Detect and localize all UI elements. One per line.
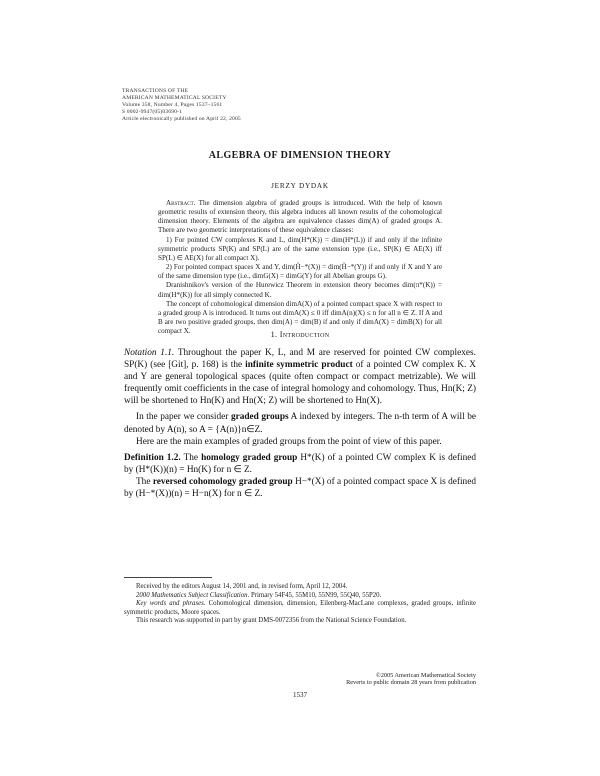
notation-text: Throughout the paper K, L, and M are reserved for pointed CW complexes. SP(K) (see [Git], p. 168) is the — [124, 348, 476, 371]
society-name: AMERICAN MATHEMATICAL SOCIETY — [122, 94, 227, 101]
graded-paragraph — [124, 411, 476, 435]
definition-text: H−*(X) of a pointed compact space X is defined by (H−*(X))(n) = H−n(X) for n ∈ Z. — [124, 476, 476, 500]
abstract-paragraph: Dranishnikov's version of the Hurewicz Theorem in extension theory becomes dim(π*(K)) = dim(H*(K)) for all simply connected K. — [158, 281, 442, 299]
abstract — [158, 199, 442, 336]
publication-date: Article electronically published on April 22, 2005 — [122, 115, 241, 122]
received-note: Received by the editors August 14, 2001 and, in revised form, April 12, 2004. — [136, 583, 348, 590]
section-title: Introduction — [279, 330, 330, 339]
section-heading — [0, 330, 600, 339]
definition-paragraph — [124, 476, 476, 500]
support-note: This research was supported in part by grant DMS-0072356 from the National Science Foundation. — [136, 617, 407, 625]
journal-header — [122, 88, 422, 123]
msc-label: 2000 Mathematics Subject Classification. — [136, 591, 250, 599]
definition-text: The — [136, 476, 151, 487]
abstract-text-1: The dimension algebra of graded groups is introduced. With the help of known geometric results of extension theory, this algebra induces all known results of the cohomological dimension theory. Elements of the algebra are equivalence classes dim(A) of graded groups A. There are two geometric interpretations of these equivalence classes: — [158, 199, 442, 235]
abstract-paragraph: 2) For pointed compact spaces X and Y, dim(Ȟ−*(X)) = dim(Ȟ−*(Y)) if and only if X and Y are of the same dimension type (i.e., dimG(X) = dimG(Y) for all Abelian groups G). — [158, 263, 442, 281]
term-homology-graded-group: homology graded group — [201, 452, 298, 463]
footnotes — [124, 583, 476, 626]
notation-label: Notation 1.1. — [124, 348, 175, 358]
body-text — [124, 347, 476, 500]
abstract-label: Abstract. — [166, 199, 196, 207]
term-graded-groups: graded groups — [230, 412, 289, 423]
examples-paragraph: Here are the main examples of graded groups from the point of view of this paper. — [136, 436, 442, 447]
issn: S 0002-9947(05)03690-1 — [122, 108, 183, 115]
volume-info: Volume 358, Number 4, Pages 1537–1561 — [122, 101, 223, 108]
abstract-paragraph: The concept of cohomological dimension dimA(X) of a pointed compact space X with respect to a graded group A is introduced. It turns out dimA(X) ≤ 0 iff dimA(n)(X) ≤ n for all n ∈ Z. If A and B are two positive graded groups, then dim(A) = dim(B) if and only if dimA(X) = dimB(X) for all compact X. — [158, 299, 442, 336]
copyright-notice — [346, 672, 476, 687]
copyright-line: ©2005 American Mathematical Society — [375, 672, 476, 679]
public-domain-line: Reverts to public domain 28 years from publication — [346, 679, 476, 687]
footnote-rule — [124, 577, 212, 578]
graded-text: A indexed by integers. The n-th term of A will be denoted by A(n), so A = {A(n)}n∈Z. — [124, 412, 476, 435]
abstract-paragraph — [158, 199, 442, 236]
keywords-label: Key words and phrases. — [136, 600, 206, 608]
notation-paragraph — [124, 347, 476, 407]
msc-note — [124, 592, 476, 601]
paper-title: ALGEBRA OF DIMENSION THEORY — [208, 150, 392, 161]
definition-paragraph — [124, 452, 476, 476]
keywords: Cohomological dimension, dimension, Eilenberg-MacLane complexes, graded groups, infinite symmetric products, Moore spaces. — [124, 600, 477, 616]
term-reversed-cohomology-graded-group: reversed cohomology graded group — [152, 476, 293, 487]
msc-codes: Primary 54F45, 55M10, 55N99, 55Q40, 55P20. — [250, 591, 382, 599]
definition-text: H*(K) of a pointed CW complex K is defined by (H*(K))(n) = Hn(K) for n ∈ Z. — [124, 452, 477, 475]
author-name: JERZY DYDAK — [271, 182, 329, 190]
keywords-note — [124, 600, 476, 617]
definition-label: Definition 1.2. — [124, 452, 181, 463]
journal-name: TRANSACTIONS OF THE — [122, 88, 189, 94]
term-infinite-symmetric-product: infinite symmetric product — [245, 360, 353, 371]
section-number: 1. — [270, 330, 278, 339]
page-number: 1537 — [293, 691, 307, 699]
graded-text: In the paper we consider — [136, 412, 229, 423]
notation-text: of a pointed CW complex K. X and Y are general topological spaces (quite often compact or compact metrizable). We will frequently omit coefficients in the case of integral homology and cohomology. Thus, Hn(K; Z) will be shortened to Hn(K) and Hn(X; Z) will be shortened to Hn(X). — [124, 360, 477, 407]
definition-text: The — [183, 452, 199, 463]
abstract-paragraph: 1) For pointed CW complexes K and L, dim(H*(K)) = dim(H*(L)) if and only if the infinite symmetric products SP(K) and SP(L) are of the same extension type (i.e., SP(K) ∈ AE(X) iff SP(L) ∈ AE(X) for all compact X). — [158, 235, 442, 262]
